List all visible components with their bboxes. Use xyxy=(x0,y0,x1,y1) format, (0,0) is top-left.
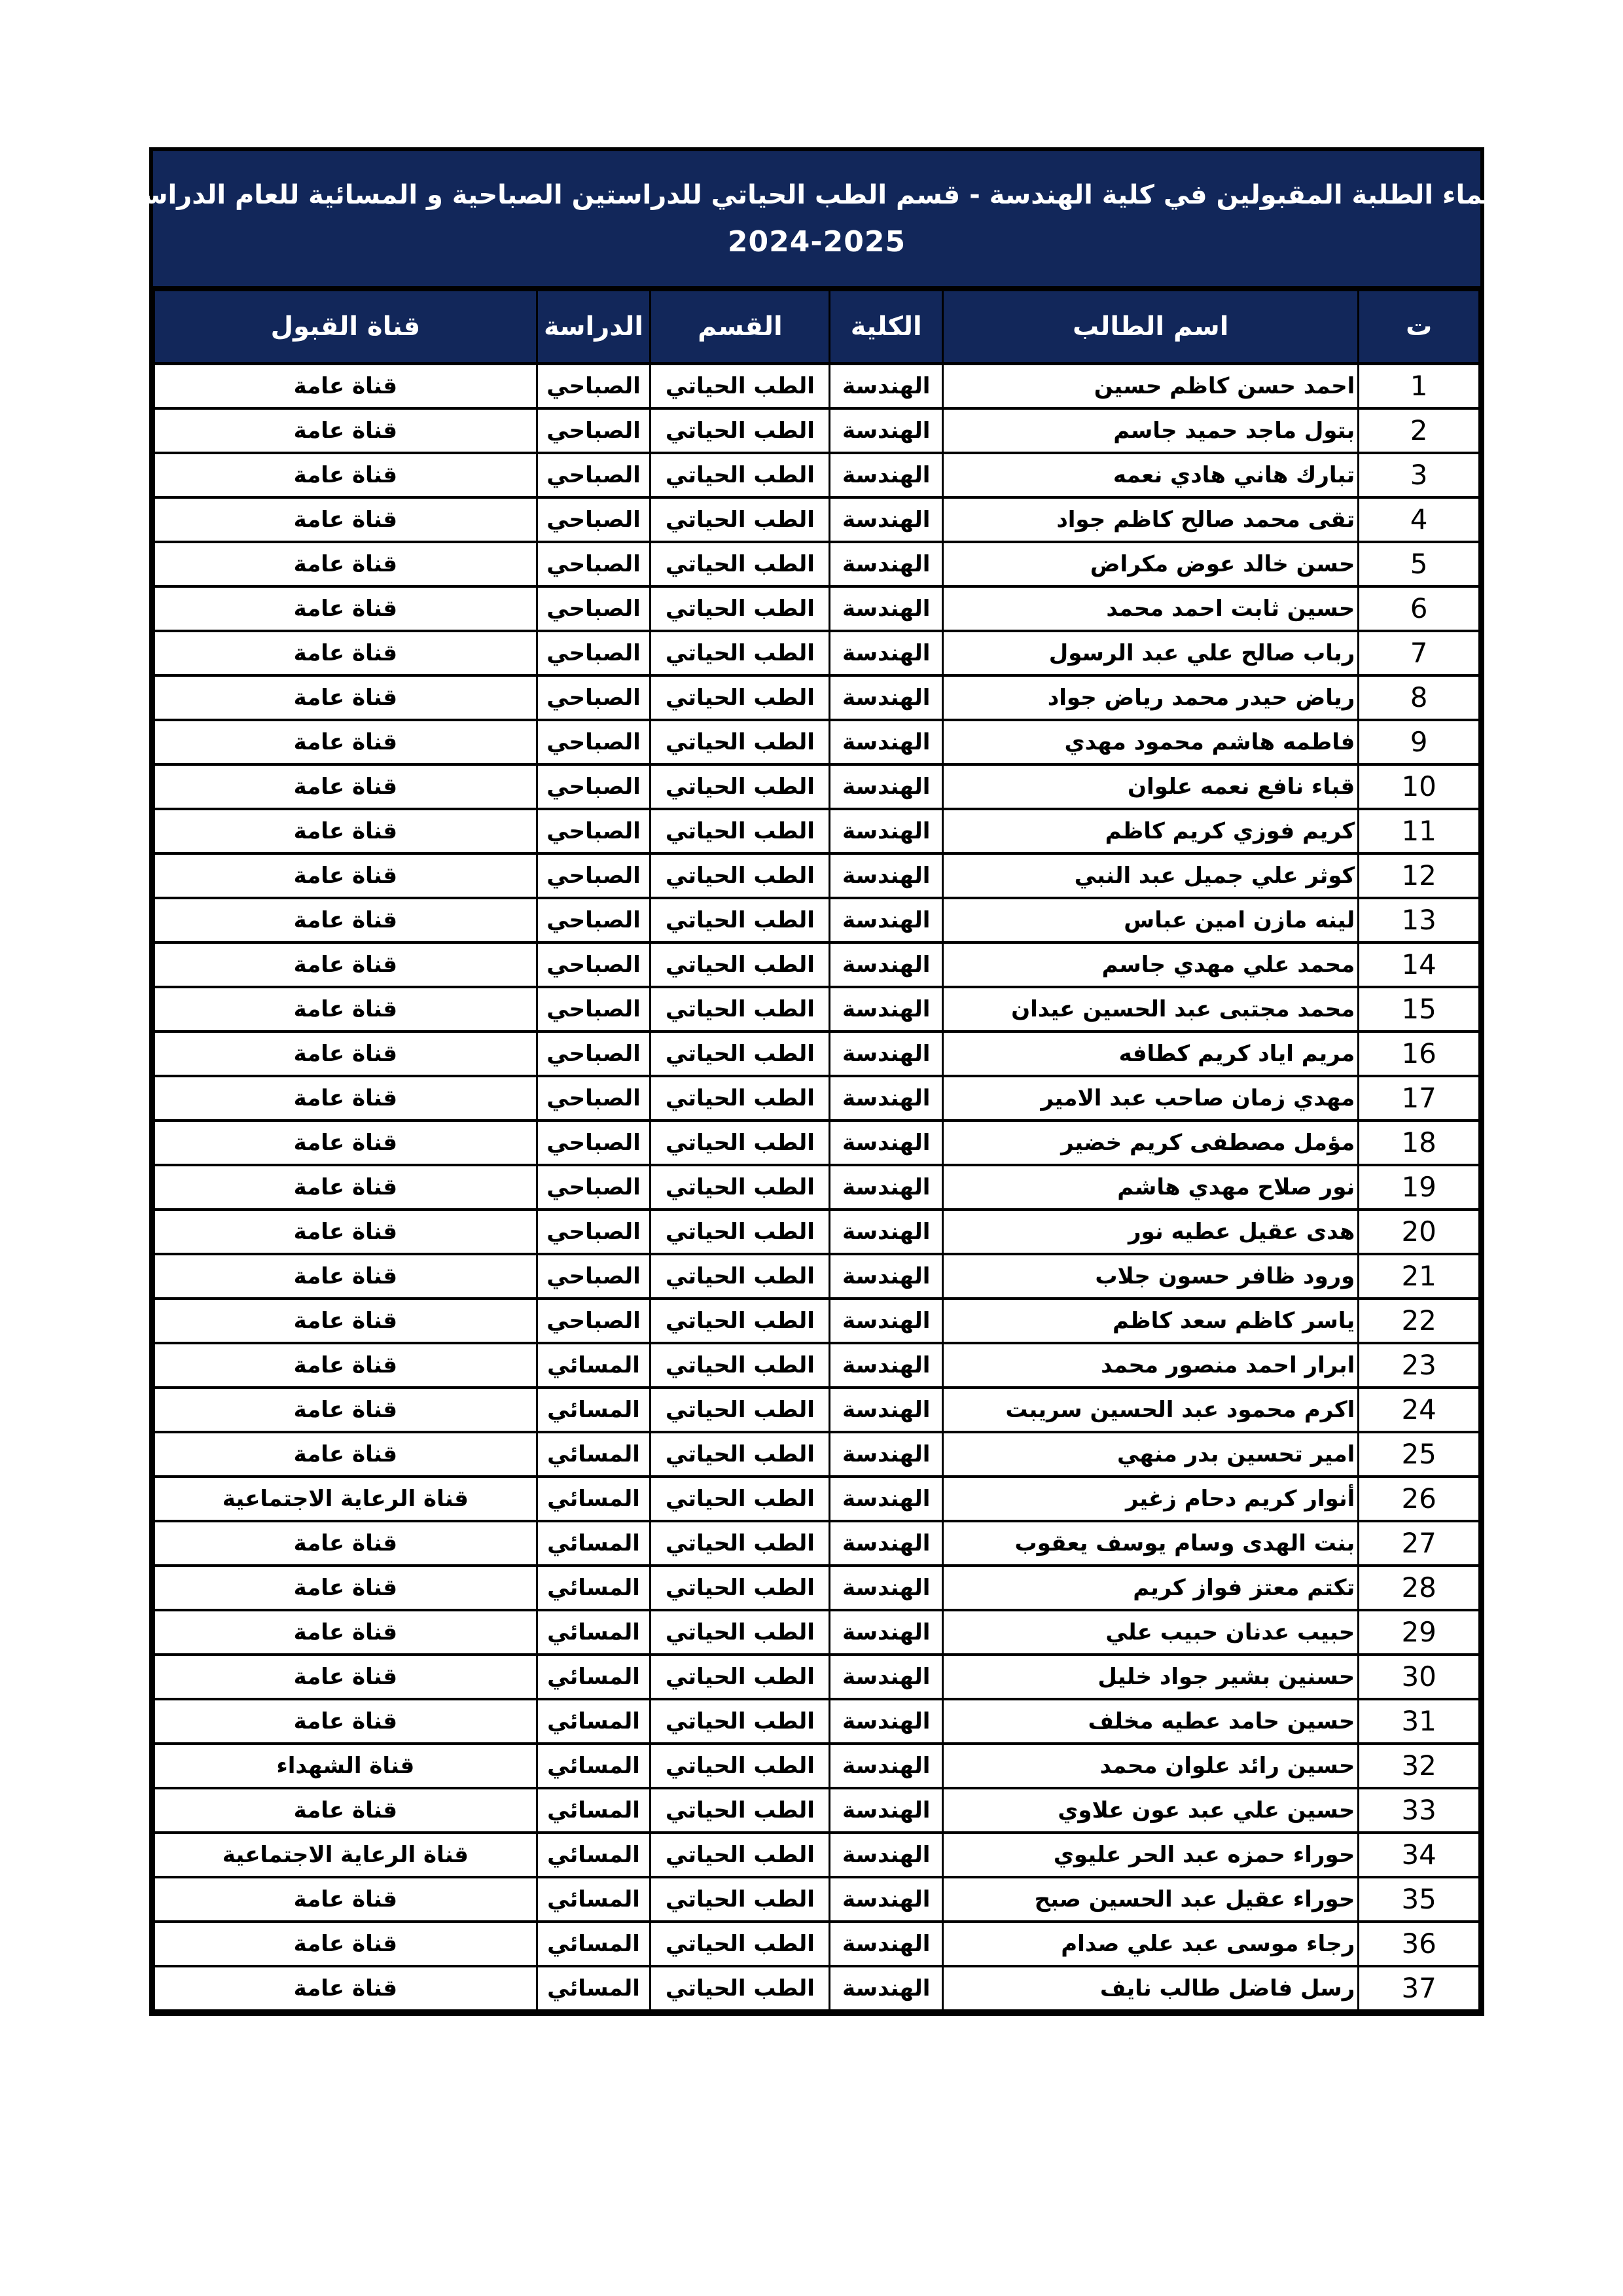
header-cell-name: اسم الطالب xyxy=(943,291,1359,364)
cell-college: الهندسة xyxy=(830,1165,943,1210)
table-row xyxy=(154,1521,1480,1566)
cell-admission-channel: قناة عامة xyxy=(154,720,537,764)
cell-college: الهندسة xyxy=(830,1966,943,2011)
cell-department: الطب الحياتي xyxy=(651,1254,830,1299)
admissions-sheet xyxy=(115,147,1518,2016)
cell-department: الطب الحياتي xyxy=(651,1477,830,1521)
cell-student-number: 6 xyxy=(1359,586,1480,631)
cell-student-name: مؤمل مصطفى كريم خضير xyxy=(943,1121,1359,1165)
cell-college: الهندسة xyxy=(830,1477,943,1521)
cell-study-type: الصباحي xyxy=(537,1031,651,1076)
table-row xyxy=(154,1833,1480,1877)
cell-study-type: المسائي xyxy=(537,1744,651,1788)
cell-admission-channel: قناة عامة xyxy=(154,764,537,809)
cell-admission-channel: قناة عامة xyxy=(154,453,537,497)
cell-student-name: حسين حامد عطيه مخلف xyxy=(943,1699,1359,1744)
table-row xyxy=(154,1477,1480,1521)
cell-student-name: كريم فوزي كريم كاظم xyxy=(943,809,1359,853)
cell-student-number: 30 xyxy=(1359,1655,1480,1699)
table-row xyxy=(154,1076,1480,1121)
cell-student-name: امير تحسين بدر منهي xyxy=(943,1432,1359,1477)
table-row xyxy=(154,1210,1480,1254)
header-cell-no: ت xyxy=(1359,291,1480,364)
cell-student-number: 27 xyxy=(1359,1521,1480,1566)
cell-college: الهندسة xyxy=(830,1299,943,1343)
cell-department: الطب الحياتي xyxy=(651,675,830,720)
cell-student-number: 19 xyxy=(1359,1165,1480,1210)
cell-department: الطب الحياتي xyxy=(651,987,830,1031)
cell-study-type: الصباحي xyxy=(537,408,651,453)
cell-student-name: أنوار كريم دحام زغير xyxy=(943,1477,1359,1521)
cell-admission-channel: قناة عامة xyxy=(154,631,537,675)
cell-student-name: رباب صالح علي عبد الرسول xyxy=(943,631,1359,675)
cell-study-type: الصباحي xyxy=(537,987,651,1031)
cell-college: الهندسة xyxy=(830,408,943,453)
table-row xyxy=(154,364,1480,408)
cell-study-type: الصباحي xyxy=(537,631,651,675)
cell-department: الطب الحياتي xyxy=(651,764,830,809)
cell-college: الهندسة xyxy=(830,1877,943,1922)
cell-student-name: رجاء موسى عبد علي صدام xyxy=(943,1922,1359,1966)
header-cell-channel: قناة القبول xyxy=(154,291,537,364)
cell-student-number: 15 xyxy=(1359,987,1480,1031)
cell-student-number: 5 xyxy=(1359,542,1480,586)
cell-study-type: المسائي xyxy=(537,1788,651,1833)
cell-study-type: المسائي xyxy=(537,1521,651,1566)
cell-study-type: الصباحي xyxy=(537,453,651,497)
cell-college: الهندسة xyxy=(830,1388,943,1432)
cell-admission-channel: قناة عامة xyxy=(154,1699,537,1744)
cell-admission-channel: قناة عامة xyxy=(154,408,537,453)
table-row xyxy=(154,631,1480,675)
cell-admission-channel: قناة عامة xyxy=(154,1788,537,1833)
table-row xyxy=(154,1031,1480,1076)
cell-student-number: 11 xyxy=(1359,809,1480,853)
cell-student-name: تكتم معتز فواز كريم xyxy=(943,1566,1359,1610)
table-row xyxy=(154,497,1480,542)
cell-department: الطب الحياتي xyxy=(651,1877,830,1922)
cell-college: الهندسة xyxy=(830,1699,943,1744)
cell-college: الهندسة xyxy=(830,1210,943,1254)
cell-student-number: 10 xyxy=(1359,764,1480,809)
cell-student-name: اكرم محمود عبد الحسين سريبت xyxy=(943,1388,1359,1432)
cell-study-type: الصباحي xyxy=(537,764,651,809)
cell-department: الطب الحياتي xyxy=(651,942,830,987)
cell-admission-channel: قناة عامة xyxy=(154,1521,537,1566)
title-band xyxy=(115,151,1518,289)
table-row xyxy=(154,1343,1480,1388)
cell-student-name: ابرار احمد منصور محمد xyxy=(943,1343,1359,1388)
cell-admission-channel: قناة عامة xyxy=(154,1254,537,1299)
cell-department: الطب الحياتي xyxy=(651,1655,830,1699)
cell-study-type: الصباحي xyxy=(537,1210,651,1254)
cell-student-name: حسين ثابت احمد محمد xyxy=(943,586,1359,631)
cell-study-type: المسائي xyxy=(537,1610,651,1655)
cell-college: الهندسة xyxy=(830,1343,943,1388)
cell-college: الهندسة xyxy=(830,364,943,408)
cell-admission-channel: قناة عامة xyxy=(154,1566,537,1610)
cell-college: الهندسة xyxy=(830,1432,943,1477)
cell-student-number: 4 xyxy=(1359,497,1480,542)
cell-student-number: 20 xyxy=(1359,1210,1480,1254)
cell-student-number: 36 xyxy=(1359,1922,1480,1966)
cell-student-name: مهدي زمان صاحب عبد الامير xyxy=(943,1076,1359,1121)
cell-department: الطب الحياتي xyxy=(651,1610,830,1655)
cell-study-type: الصباحي xyxy=(537,853,651,898)
cell-student-name: مريم اياد كريم كطافه xyxy=(943,1031,1359,1076)
academic-year: 2024-2025 xyxy=(727,224,906,259)
cell-college: الهندسة xyxy=(830,898,943,942)
cell-study-type: المسائي xyxy=(537,1477,651,1521)
table-row xyxy=(154,1165,1480,1210)
cell-study-type: المسائي xyxy=(537,1922,651,1966)
cell-student-name: محمد علي مهدي جاسم xyxy=(943,942,1359,987)
table-row xyxy=(154,1744,1480,1788)
header-cell-dept: القسم xyxy=(651,291,830,364)
cell-student-number: 34 xyxy=(1359,1833,1480,1877)
cell-student-number: 3 xyxy=(1359,453,1480,497)
cell-college: الهندسة xyxy=(830,764,943,809)
table-row xyxy=(154,586,1480,631)
cell-college: الهندسة xyxy=(830,1254,943,1299)
table-row xyxy=(154,1966,1480,2011)
table-row xyxy=(154,1121,1480,1165)
cell-student-name: رياض حيدر محمد رياض جواد xyxy=(943,675,1359,720)
cell-student-name: رسل فاضل طالب نايف xyxy=(943,1966,1359,2011)
cell-admission-channel: قناة الرعاية الاجتماعية xyxy=(154,1833,537,1877)
cell-student-name: تبارك هاني هادي نعمه xyxy=(943,453,1359,497)
cell-student-number: 25 xyxy=(1359,1432,1480,1477)
cell-admission-channel: قناة عامة xyxy=(154,1610,537,1655)
cell-student-name: ياسر كاظم سعد كاظم xyxy=(943,1299,1359,1343)
cell-student-name: قباء نافع نعمه علوان xyxy=(943,764,1359,809)
cell-admission-channel: قناة عامة xyxy=(154,942,537,987)
cell-study-type: الصباحي xyxy=(537,942,651,987)
cell-admission-channel: قناة عامة xyxy=(154,1432,537,1477)
cell-student-name: فاطمه هاشم محمود مهدي xyxy=(943,720,1359,764)
cell-student-number: 24 xyxy=(1359,1388,1480,1432)
table-row xyxy=(154,1877,1480,1922)
cell-student-number: 26 xyxy=(1359,1477,1480,1521)
cell-study-type: المسائي xyxy=(537,1833,651,1877)
cell-department: الطب الحياتي xyxy=(651,1521,830,1566)
cell-student-number: 21 xyxy=(1359,1254,1480,1299)
cell-department: الطب الحياتي xyxy=(651,1966,830,2011)
cell-student-name: حبيب عدنان حبيب علي xyxy=(943,1610,1359,1655)
cell-study-type: المسائي xyxy=(537,1877,651,1922)
cell-college: الهندسة xyxy=(830,1521,943,1566)
cell-study-type: الصباحي xyxy=(537,898,651,942)
cell-student-number: 17 xyxy=(1359,1076,1480,1121)
cell-department: الطب الحياتي xyxy=(651,809,830,853)
cell-admission-channel: قناة عامة xyxy=(154,1388,537,1432)
cell-college: الهندسة xyxy=(830,675,943,720)
cell-student-name: احمد حسن كاظم حسين xyxy=(943,364,1359,408)
cell-student-name: بنت الهدى وسام يوسف يعقوب xyxy=(943,1521,1359,1566)
table-row xyxy=(154,1299,1480,1343)
table-row xyxy=(154,1566,1480,1610)
cell-student-number: 37 xyxy=(1359,1966,1480,2011)
table-row xyxy=(154,1655,1480,1699)
cell-study-type: المسائي xyxy=(537,1655,651,1699)
cell-admission-channel: قناة عامة xyxy=(154,675,537,720)
table-row xyxy=(154,898,1480,942)
cell-department: الطب الحياتي xyxy=(651,1343,830,1388)
students-table xyxy=(153,289,1480,2012)
header-cell-college: الكلية xyxy=(830,291,943,364)
cell-study-type: المسائي xyxy=(537,1699,651,1744)
cell-department: الطب الحياتي xyxy=(651,364,830,408)
cell-study-type: الصباحي xyxy=(537,1254,651,1299)
cell-student-name: حسن خالد عوض مكراض xyxy=(943,542,1359,586)
cell-department: الطب الحياتي xyxy=(651,497,830,542)
table-row xyxy=(154,720,1480,764)
cell-college: الهندسة xyxy=(830,1788,943,1833)
cell-department: الطب الحياتي xyxy=(651,1699,830,1744)
cell-admission-channel: قناة الرعاية الاجتماعية xyxy=(154,1477,537,1521)
cell-student-number: 1 xyxy=(1359,364,1480,408)
cell-department: الطب الحياتي xyxy=(651,453,830,497)
page-title: اسماء الطلبة المقبولين في كلية الهندسة - قسم الطب الحياتي للدراستين الصباحية و المسائية للعام الدراسي xyxy=(115,179,1518,210)
cell-admission-channel: قناة عامة xyxy=(154,1210,537,1254)
table-row xyxy=(154,453,1480,497)
cell-student-name: تقى محمد صالح كاظم جواد xyxy=(943,497,1359,542)
cell-college: الهندسة xyxy=(830,1121,943,1165)
cell-student-number: 22 xyxy=(1359,1299,1480,1343)
table-row xyxy=(154,764,1480,809)
cell-college: الهندسة xyxy=(830,1031,943,1076)
cell-department: الطب الحياتي xyxy=(651,1566,830,1610)
cell-admission-channel: قناة عامة xyxy=(154,542,537,586)
cell-college: الهندسة xyxy=(830,542,943,586)
cell-admission-channel: قناة عامة xyxy=(154,1076,537,1121)
cell-study-type: المسائي xyxy=(537,1343,651,1388)
table-row xyxy=(154,1432,1480,1477)
cell-college: الهندسة xyxy=(830,809,943,853)
table-row xyxy=(154,1254,1480,1299)
table-row xyxy=(154,1610,1480,1655)
cell-student-name: حوراء عقيل عبد الحسين صبح xyxy=(943,1877,1359,1922)
table-row xyxy=(154,675,1480,720)
header-cell-study: الدراسة xyxy=(537,291,651,364)
cell-student-name: حسنين بشير جواد خليل xyxy=(943,1655,1359,1699)
cell-department: الطب الحياتي xyxy=(651,1121,830,1165)
cell-college: الهندسة xyxy=(830,1833,943,1877)
cell-college: الهندسة xyxy=(830,1076,943,1121)
cell-admission-channel: قناة عامة xyxy=(154,1031,537,1076)
table-row xyxy=(154,542,1480,586)
table-row xyxy=(154,408,1480,453)
cell-study-type: المسائي xyxy=(537,1566,651,1610)
cell-student-name: كوثر علي جميل عبد النبي xyxy=(943,853,1359,898)
cell-department: الطب الحياتي xyxy=(651,408,830,453)
cell-student-number: 35 xyxy=(1359,1877,1480,1922)
cell-admission-channel: قناة عامة xyxy=(154,1121,537,1165)
cell-study-type: الصباحي xyxy=(537,1076,651,1121)
cell-department: الطب الحياتي xyxy=(651,542,830,586)
cell-department: الطب الحياتي xyxy=(651,1388,830,1432)
students-table-body xyxy=(154,364,1480,2011)
cell-department: الطب الحياتي xyxy=(651,1833,830,1877)
cell-student-number: 13 xyxy=(1359,898,1480,942)
cell-study-type: الصباحي xyxy=(537,720,651,764)
cell-student-number: 32 xyxy=(1359,1744,1480,1788)
cell-student-number: 28 xyxy=(1359,1566,1480,1610)
cell-student-name: نور صلاح مهدي هاشم xyxy=(943,1165,1359,1210)
table-row xyxy=(154,1922,1480,1966)
cell-student-name: حسين رائد علوان محمد xyxy=(943,1744,1359,1788)
cell-admission-channel: قناة عامة xyxy=(154,1655,537,1699)
cell-student-name: محمد مجتبى عبد الحسين عيدان xyxy=(943,987,1359,1031)
cell-study-type: الصباحي xyxy=(537,542,651,586)
cell-student-number: 33 xyxy=(1359,1788,1480,1833)
cell-student-number: 12 xyxy=(1359,853,1480,898)
cell-college: الهندسة xyxy=(830,987,943,1031)
cell-department: الطب الحياتي xyxy=(651,1788,830,1833)
cell-study-type: الصباحي xyxy=(537,1121,651,1165)
cell-study-type: الصباحي xyxy=(537,364,651,408)
cell-student-name: بتول ماجد حميد جاسم xyxy=(943,408,1359,453)
cell-admission-channel: قناة عامة xyxy=(154,809,537,853)
cell-admission-channel: قناة عامة xyxy=(154,898,537,942)
cell-college: الهندسة xyxy=(830,720,943,764)
cell-study-type: الصباحي xyxy=(537,675,651,720)
cell-admission-channel: قناة عامة xyxy=(154,1299,537,1343)
cell-department: الطب الحياتي xyxy=(651,1076,830,1121)
cell-department: الطب الحياتي xyxy=(651,1299,830,1343)
cell-student-number: 18 xyxy=(1359,1121,1480,1165)
cell-study-type: المسائي xyxy=(537,1432,651,1477)
cell-admission-channel: قناة عامة xyxy=(154,987,537,1031)
cell-student-number: 9 xyxy=(1359,720,1480,764)
cell-admission-channel: قناة عامة xyxy=(154,1165,537,1210)
cell-admission-channel: قناة عامة xyxy=(154,586,537,631)
cell-student-number: 7 xyxy=(1359,631,1480,675)
cell-admission-channel: قناة عامة xyxy=(154,1877,537,1922)
cell-department: الطب الحياتي xyxy=(651,631,830,675)
cell-college: الهندسة xyxy=(830,497,943,542)
cell-department: الطب الحياتي xyxy=(651,898,830,942)
cell-admission-channel: قناة عامة xyxy=(154,1922,537,1966)
cell-college: الهندسة xyxy=(830,1922,943,1966)
cell-student-name: هدى عقيل عطيه نور xyxy=(943,1210,1359,1254)
cell-study-type: المسائي xyxy=(537,1388,651,1432)
cell-department: الطب الحياتي xyxy=(651,720,830,764)
cell-college: الهندسة xyxy=(830,1566,943,1610)
cell-student-name: حسين علي عبد عون علاوي xyxy=(943,1788,1359,1833)
cell-college: الهندسة xyxy=(830,631,943,675)
cell-department: الطب الحياتي xyxy=(651,1744,830,1788)
cell-college: الهندسة xyxy=(830,1655,943,1699)
cell-admission-channel: قناة عامة xyxy=(154,853,537,898)
cell-student-number: 31 xyxy=(1359,1699,1480,1744)
cell-admission-channel: قناة عامة xyxy=(154,364,537,408)
cell-study-type: الصباحي xyxy=(537,497,651,542)
cell-study-type: المسائي xyxy=(537,1966,651,2011)
cell-student-number: 29 xyxy=(1359,1610,1480,1655)
cell-college: الهندسة xyxy=(830,586,943,631)
cell-student-number: 2 xyxy=(1359,408,1480,453)
table-row xyxy=(154,853,1480,898)
cell-college: الهندسة xyxy=(830,942,943,987)
cell-study-type: الصباحي xyxy=(537,1165,651,1210)
cell-student-name: حوراء حمزه عبد الحر عليوي xyxy=(943,1833,1359,1877)
cell-college: الهندسة xyxy=(830,1610,943,1655)
cell-student-number: 16 xyxy=(1359,1031,1480,1076)
cell-study-type: الصباحي xyxy=(537,809,651,853)
table-row xyxy=(154,809,1480,853)
cell-department: الطب الحياتي xyxy=(651,1210,830,1254)
cell-student-name: لينه مازن امين عباس xyxy=(943,898,1359,942)
table-row xyxy=(154,1788,1480,1833)
cell-admission-channel: قناة عامة xyxy=(154,1966,537,2011)
cell-study-type: الصباحي xyxy=(537,1299,651,1343)
cell-department: الطب الحياتي xyxy=(651,1432,830,1477)
table-row xyxy=(154,1699,1480,1744)
cell-department: الطب الحياتي xyxy=(651,1031,830,1076)
table-row xyxy=(154,1388,1480,1432)
cell-student-number: 8 xyxy=(1359,675,1480,720)
cell-department: الطب الحياتي xyxy=(651,853,830,898)
table-row xyxy=(154,987,1480,1031)
cell-college: الهندسة xyxy=(830,453,943,497)
cell-department: الطب الحياتي xyxy=(651,586,830,631)
cell-student-number: 23 xyxy=(1359,1343,1480,1388)
cell-admission-channel: قناة عامة xyxy=(154,497,537,542)
cell-study-type: الصباحي xyxy=(537,586,651,631)
cell-department: الطب الحياتي xyxy=(651,1165,830,1210)
table-row xyxy=(154,942,1480,987)
table-header-row xyxy=(154,291,1480,364)
cell-department: الطب الحياتي xyxy=(651,1922,830,1966)
cell-student-number: 14 xyxy=(1359,942,1480,987)
cell-admission-channel: قناة الشهداء xyxy=(154,1744,537,1788)
cell-admission-channel: قناة عامة xyxy=(154,1343,537,1388)
cell-college: الهندسة xyxy=(830,1744,943,1788)
cell-college: الهندسة xyxy=(830,853,943,898)
cell-student-name: ورود ظافر حسون جلاب xyxy=(943,1254,1359,1299)
